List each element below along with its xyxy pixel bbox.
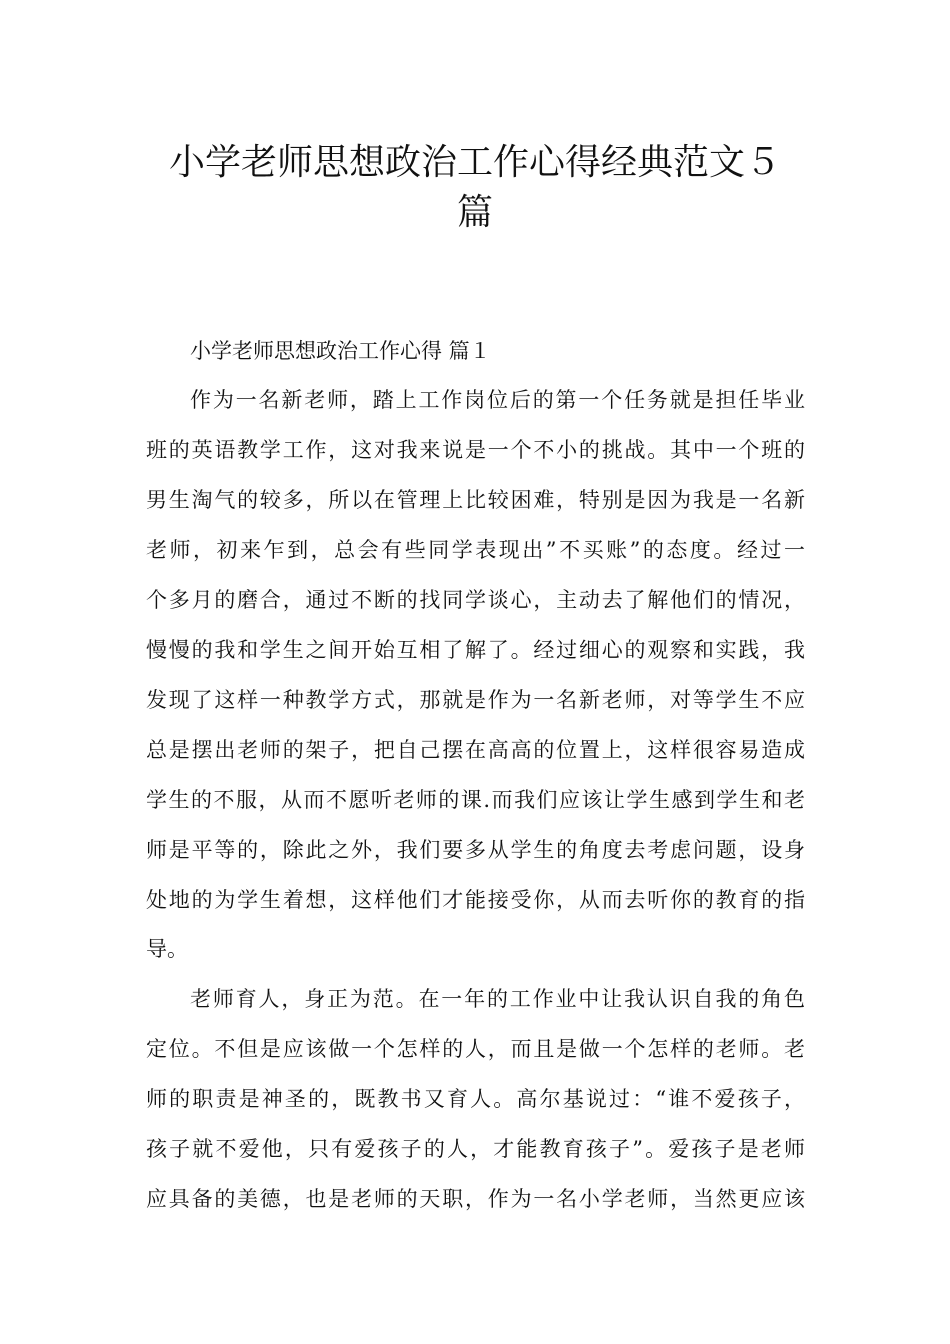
section-subheading: 小学老师思想政治工作心得 篇１	[190, 339, 491, 363]
paragraph-1-line: 老师，初来乍到，总会有些同学表现出”不买账”的态度。经过一	[146, 538, 805, 562]
paragraph-1-line: 慢慢的我和学生之间开始互相了解了。经过细心的观察和实践，我	[146, 638, 805, 662]
paragraph-2-line: 师的职责是神圣的，既教书又育人。高尔基说过：“谁不爱孩子，	[146, 1087, 805, 1111]
document-title-line-2: 篇	[456, 192, 493, 233]
paragraph-2-line: 定位。不但是应该做一个怎样的人，而且是做一个怎样的老师。老	[146, 1037, 805, 1061]
paragraph-1-line: 导。	[146, 937, 188, 961]
paragraph-1-line: 发现了这样一种教学方式，那就是作为一名新老师，对等学生不应	[146, 688, 805, 712]
paragraph-2-line: 孩子就不爱他，只有爱孩子的人，才能教育孩子”。爱孩子是老师	[146, 1137, 805, 1161]
paragraph-1-line: 总是摆出老师的架子，把自己摆在高高的位置上，这样很容易造成	[146, 738, 805, 762]
paragraph-1-line: 作为一名新老师，踏上工作岗位后的第一个任务就是担任毕业	[190, 388, 805, 412]
paragraph-1-line: 处地的为学生着想，这样他们才能接受你，从而去听你的教育的指	[146, 888, 805, 912]
paragraph-2-line: 老师育人，身正为范。在一年的工作业中让我认识自我的角色	[190, 987, 805, 1011]
paragraph-1-line: 师是平等的，除此之外，我们要多从学生的角度去考虑问题，设身	[146, 838, 805, 862]
paragraph-1-line: 个多月的磨合，通过不断的找同学谈心，主动去了解他们的情况，	[146, 588, 805, 612]
paragraph-1-line: 学生的不服，从而不愿听老师的课.而我们应该让学生感到学生和老	[146, 788, 805, 812]
paragraph-1-line: 班的英语教学工作，这对我来说是一个不小的挑战。其中一个班的	[146, 438, 805, 462]
paragraph-1-line: 男生淘气的较多，所以在管理上比较困难，特别是因为我是一名新	[146, 488, 805, 512]
paragraph-2-line: 应具备的美德，也是老师的天职，作为一名小学老师，当然更应该	[146, 1187, 805, 1211]
document-title-line-1: 小学老师思想政治工作心得经典范文５	[168, 142, 781, 183]
